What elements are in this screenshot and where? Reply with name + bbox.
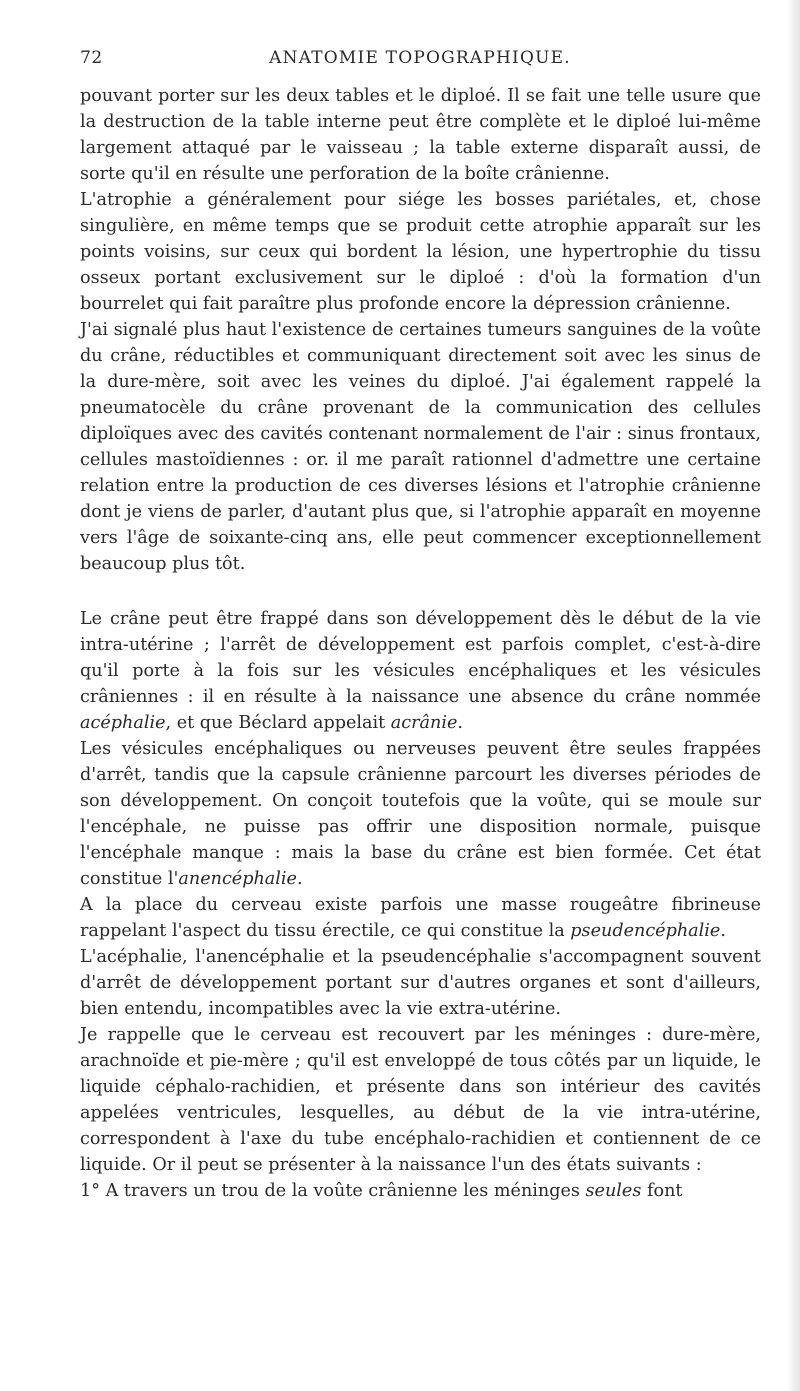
paragraph <box>80 944 761 1022</box>
paragraph <box>80 606 761 736</box>
italic-term: anencéphalie <box>178 869 297 889</box>
paragraph-text: . <box>720 921 726 941</box>
page-number: 72 <box>80 48 103 68</box>
paragraph-text: . <box>457 713 463 733</box>
page-header <box>80 48 760 74</box>
paragraph-text: font <box>641 1181 683 1201</box>
page-edge-shadow <box>788 0 800 1391</box>
italic-term: pseudencéphalie <box>570 921 721 941</box>
paragraph-text: 1° A travers un trou de la voûte crânienne les méninges <box>80 1181 586 1201</box>
paragraph <box>80 1022 761 1178</box>
paragraph-text: J'ai signalé plus haut l'existence de certaines tumeurs sanguines de la voûte du crâne, réductibles et communiquant directement soit avec les sinus de la dure-mère, soit avec les veines du diploé. J'ai également rappelé la pneumatocèle du crâne provenant de la communication des cellules diploïques avec des cavités contenant normalement de l'air : sinus frontaux, cellules mastoïdiennes : or. il me paraît rationnel d'admettre une certaine relation entre la production de ces diverses lésions et l'atrophie crânienne dont je viens de parler, d'autant plus que, si l'atrophie apparaît en moyenne vers l'âge de soixante-cinq ans, elle peut commencer exceptionnellement beaucoup plus tôt. <box>80 320 761 574</box>
italic-term: acéphalie <box>80 713 166 733</box>
paragraph-text: L'acéphalie, l'anencéphalie et la pseudencéphalie s'accompagnent souvent d'arrêt de développement portant sur d'autres organes et sont d'ailleurs, bien entendu, incompatibles avec la vie extra-utérine. <box>80 947 761 1019</box>
paragraph <box>80 736 761 892</box>
paragraph-text: Le crâne peut être frappé dans son développement dès le début de la vie intra-utérine ; l'arrêt de développement est parfois complet, c'est-à-dire qu'il porte à la fois sur les vésicules encéphaliques et les vésicules crâniennes : il en résulte à la naissance une absence du crâne nommée <box>80 609 761 707</box>
body-text <box>80 83 761 1204</box>
italic-term: seules <box>585 1181 642 1201</box>
paragraph <box>80 1178 761 1204</box>
section-gap <box>80 577 761 606</box>
paragraph-text: A la place du cerveau existe parfois une masse rougeâtre fibrineuse rappelant l'aspect du tissu érectile, ce qui constitue la <box>80 895 761 941</box>
paragraph <box>80 892 761 944</box>
paragraph <box>80 83 761 187</box>
paragraph-text: pouvant porter sur les deux tables et le diploé. Il se fait une telle usure que la destruction de la table interne peut être complète et le diploé lui-même largement attaqué par le vaisseau ; la table externe disparaît aussi, de sorte qu'il en résulte une perforation de la boîte crânienne. <box>80 86 761 184</box>
italic-term: acrânie <box>390 713 458 733</box>
paragraph-text: L'atrophie a généralement pour siége les bosses pariétales, et, chose singulière, en même temps que se produit cette atrophie apparaît sur les points voisins, sur ceux qui bordent la lésion, une hypertrophie du tissu osseux portant exclusivement sur le diploé : d'où la formation d'un bourrelet qui fait paraître plus profonde encore la dépression crânienne. <box>80 190 761 314</box>
paragraph-text: . <box>296 869 303 889</box>
paragraph <box>80 317 761 577</box>
paragraph-text: Je rappelle que le cerveau est recouvert par les méninges : dure-mère, arachnoïde et pie-mère ; qu'il est enveloppé de tous côtés par un liquide, le liquide céphalo-rachidien, et présente dans son intérieur des cavités appelées ventricules, lesquelles, au début de la vie intra-utérine, correspondent à l'axe du tube encéphalo-rachidien et contiennent de ce liquide. Or il peut se présenter à la naissance l'un des états suivants : <box>80 1025 761 1175</box>
paragraph-text: , et que Béclard appelait <box>165 713 391 733</box>
running-title: ANATOMIE TOPOGRAPHIQUE. <box>269 48 571 68</box>
paragraph-text: Les vésicules encéphaliques ou nerveuses peuvent être seules frappées d'arrêt, tandis que la capsule crânienne parcourt les diverses périodes de son développement. On conçoit toutefois que la voûte, qui se moule sur l'encéphale, ne puisse pas offrir une disposition normale, puisque l'encéphale manque : mais la base du crâne est bien formée. Cet état constitue l' <box>80 739 761 889</box>
paragraph <box>80 187 761 317</box>
